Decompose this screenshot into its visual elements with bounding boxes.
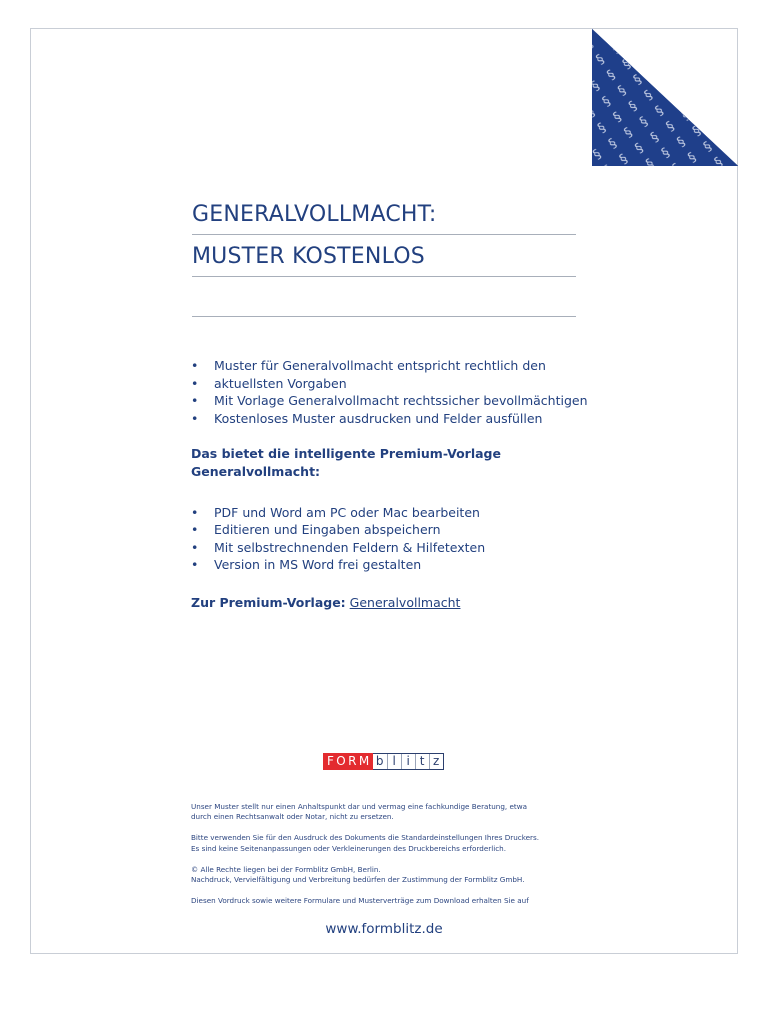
- bullet-icon: •: [191, 358, 199, 373]
- intro-bullet-list: [191, 357, 611, 427]
- list-item: • Mit selbstrechnenden Feldern & Hilfetexten: [191, 539, 486, 555]
- premium-bullet-list: [191, 504, 611, 574]
- bullet-icon: •: [191, 504, 199, 520]
- download-paragraph: Diesen Vordruck sowie weitere Formulare und Musterverträge zum Download erhalten Sie auf: [191, 896, 529, 906]
- list-item: • Version in MS Word frei gestalten: [191, 557, 422, 573]
- logo-blitz-part: b l i t z: [373, 753, 444, 770]
- fineprint: [191, 802, 611, 917]
- website-link[interactable]: www.formblitz.de: [325, 921, 443, 937]
- bullet-icon: •: [191, 522, 199, 538]
- generalvollmacht-link[interactable]: Generalvollmacht: [349, 594, 461, 610]
- list-item: • Editieren und Eingaben abspeichern: [191, 522, 441, 538]
- bullet-icon: •: [191, 393, 199, 409]
- list-item: • Kostenloses Muster ausdrucken und Felder ausfüllen: [191, 410, 543, 426]
- title-block: [192, 196, 576, 277]
- list-item: • PDF und Word am PC oder Mac bearbeiten: [191, 504, 480, 520]
- main-content: [191, 357, 611, 612]
- divider-rule: [192, 316, 576, 317]
- list-item: • aktuellsten Vorgaben: [191, 375, 347, 391]
- bullet-icon: •: [191, 375, 199, 391]
- copyright-paragraph: © Alle Rechte liegen bei der Formblitz GmbH, Berlin. Nachdruck, Vervielfältigung und Verbreitung bedürfen der Zustimmung der Formblitz GmbH.: [191, 864, 525, 885]
- bullet-icon: •: [191, 410, 199, 426]
- print-settings-paragraph: Bitte verwenden Sie für den Ausdruck des Dokuments die Standardeinstellungen Ihres Druckers. Es sind keine Seitenanpassungen oder Verkleinerungen des Druckbereichs erforderlich.: [191, 833, 540, 853]
- bullet-icon: •: [191, 539, 199, 555]
- title-line-2: MUSTER KOSTENLOS: [192, 238, 576, 277]
- corner-paragraph-pattern-icon: [592, 29, 738, 166]
- list-item: • Mit Vorlage Generalvollmacht rechtssicher bevollmächtigen: [191, 393, 588, 409]
- premium-heading: Das bietet die intelligente Premium-Vorlage Generalvollmacht:: [191, 446, 501, 479]
- disclaimer-paragraph: Unser Muster stellt nur einen Anhaltspunkt dar und vermag eine fachkundige Beratung, etwa durch einen Rechtsanwalt oder Notar, nicht zu ersetzen.: [191, 802, 528, 822]
- logo-form-part: FORM: [323, 753, 373, 770]
- formblitz-logo: [323, 753, 444, 770]
- bullet-icon: •: [191, 557, 199, 573]
- premium-link-label: Zur Premium-Vorlage:: [191, 594, 346, 610]
- title-line-1: GENERALVOLLMACHT:: [192, 196, 576, 235]
- list-item: • Muster für Generalvollmacht entspricht rechtlich den: [191, 358, 546, 373]
- premium-link-line: [191, 594, 611, 612]
